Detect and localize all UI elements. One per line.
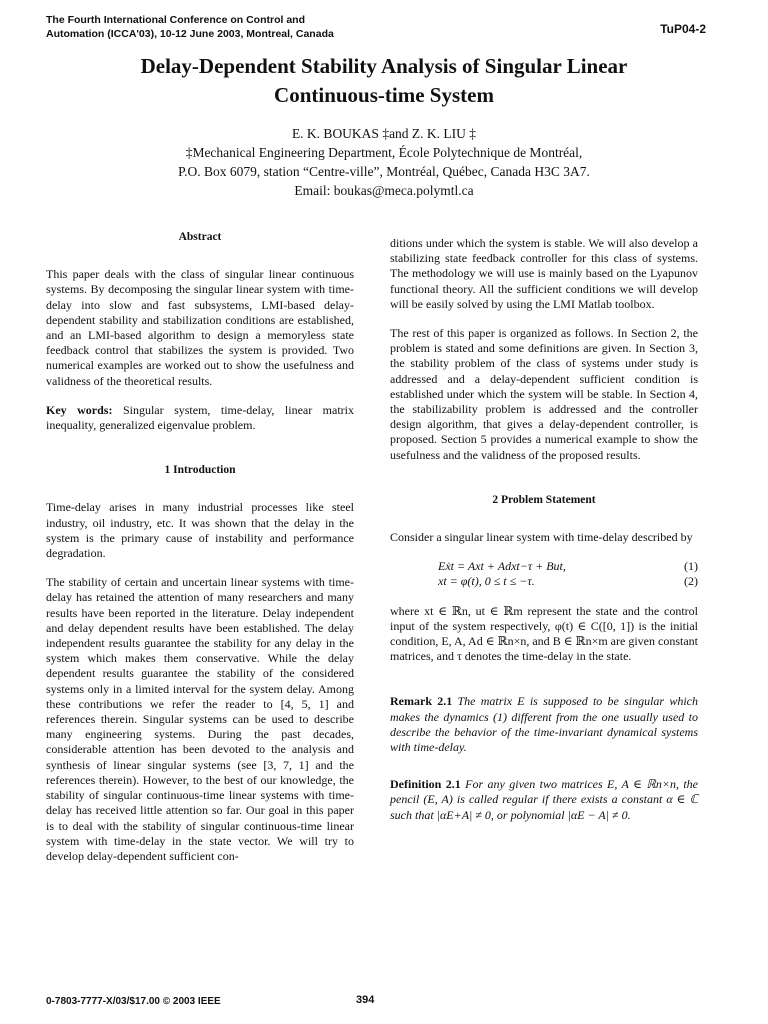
abstract-heading: Abstract bbox=[178, 231, 222, 243]
abstract-text: This paper deals with the class of singular linear continuous systems. By decomposing the singular linear system with time-delay into slow and fast subsystems, LMI-based delay-dependent stability and stabilization conditions are established, and an LMI-based algorithm to design a memoryless state feedback control that stabilizes the system is provided. Two numerical examples are worked out to show the usefulness and validness of the theoretical results. bbox=[46, 267, 354, 388]
author-email: Email: boukas@meca.polymtl.ca bbox=[294, 183, 474, 198]
equation-1-number: (1) bbox=[684, 559, 698, 574]
intro-paragraph-1: Time-delay arises in many industrial processes like steel industry, oil industry, etc. It was shown that the delay in the system is the primary cause of instability and performance degradation. bbox=[46, 500, 354, 561]
introduction-heading: 1 Introduction bbox=[164, 464, 236, 477]
title-line-2: Continuous-time System bbox=[274, 83, 494, 107]
conference-line-1: The Fourth International Conference on Control and bbox=[46, 14, 305, 26]
equation-1 bbox=[390, 559, 698, 574]
equation-1-body: Eẋt = Axt + Adxt−τ + But, bbox=[438, 559, 566, 574]
keywords-label: Key words: bbox=[46, 402, 113, 417]
left-column bbox=[46, 230, 354, 864]
problem-statement-heading: 2 Problem Statement bbox=[492, 493, 596, 506]
definition-label: Definition 2.1 bbox=[390, 777, 461, 792]
author-names: E. K. BOUKAS ‡and Z. K. LIU ‡ bbox=[291, 126, 477, 141]
author-affiliation: ‡Mechanical Engineering Department, École Polytechnique de Montréal, bbox=[185, 145, 583, 160]
remark-label: Remark 2.1 bbox=[390, 694, 453, 709]
footer-page-number: 394 bbox=[356, 994, 375, 1006]
right-column bbox=[390, 236, 698, 823]
paper-title bbox=[40, 52, 728, 110]
remark-2-1 bbox=[390, 694, 698, 755]
conference-header bbox=[46, 13, 406, 41]
footer-isbn: 0-7803-7777-X/03/$17.00 © 2003 IEEE bbox=[46, 996, 221, 1007]
keywords-paragraph bbox=[46, 403, 354, 433]
equation-2-body: xt = φ(t), 0 ≤ t ≤ −τ. bbox=[438, 574, 535, 589]
intro-paragraph-2: The stability of certain and uncertain linear systems with time-delay has retained the attention of many researchers and many results have been reported in the literature. Delay independent and delay dependent results have been established. The delay independent results guarantee the stability for any delay in the system which makes them conservative. While the delay dependent results guarantee the stability of the considered systems only in a limited interval for the system delay. Among these contributions we refer the reader to [4, 5, 1] and references therein. Singular systems can be used to describe many engineering systems. During the past decades, considerable attention has been devoted to the analysis and synthesis of linear singular systems (see [3, 7, 1] and the references therein). However, to the best of our knowledge, the stability of singular continuous-time linear systems with time-delay has received little attention so far. Our goal in this paper is to deal with the stability of singular continuous-time linear system with time-delay in the state vector. We will try to develop delay-dependent sufficient con- bbox=[46, 575, 354, 863]
remark-text: The matrix E is supposed to be singular which makes the dynamics (1) different from the one usually used to describe the behavior of the time-invariant dynamical systems with time-delay. bbox=[390, 694, 698, 755]
definition-2-1 bbox=[390, 777, 698, 823]
intro-paragraph-2-continued: ditions under which the system is stable. We will also develop a stabilizing state feedback controller for this class of systems. The methodology we will use is mainly based on the Lyapunov functional theory. All the sufficient conditions we will develop will be easily solved by using the LMI Matlab toolbox. bbox=[390, 236, 698, 311]
equation-2-number: (2) bbox=[684, 574, 698, 589]
title-line-1: Delay-Dependent Stability Analysis of Singular Linear bbox=[140, 54, 628, 78]
problem-after-equations: where xt ∈ ℝn, ut ∈ ℝm represent the state and the control input of the system respectively, φ(t) ∈ C([0, 1]) is the initial condition, E, A, Ad ∈ ℝn×n, and B ∈ ℝn×m are given constant matrices, and τ denotes the time-delay in the state. bbox=[390, 603, 698, 664]
session-code: TuP04-2 bbox=[660, 22, 706, 36]
definition-text: For any given two matrices E, A ∈ ℝn×n, the pencil (E, A) is called regular if there exists a constant α ∈ ℂ such that |αE+A| ≠ 0, or polynomial |αE − A| ≠ 0. bbox=[390, 777, 698, 822]
conference-line-2: Automation (ICCA'03), 10-12 June 2003, Montreal, Canada bbox=[46, 28, 334, 40]
problem-intro: Consider a singular linear system with time-delay described by bbox=[390, 530, 693, 545]
keywords-text: Singular system, time-delay, linear matrix inequality, generalized eigenvalue problem. bbox=[46, 402, 355, 433]
author-block bbox=[40, 124, 728, 200]
equation-2 bbox=[390, 574, 698, 589]
author-address: P.O. Box 6079, station “Centre-ville”, Montréal, Québec, Canada H3C 3A7. bbox=[178, 164, 590, 179]
intro-paragraph-3: The rest of this paper is organized as follows. In Section 2, the problem is stated and some definitions are given. In Section 3, the stability problem of the class of systems under study is addressed and a delay-dependent sufficient condition is established under which the system will be stable. In Section 4, the stabilizability problem is addressed and the controller design algorithm, that gives a delay-dependent controller, is proposed. Section 5 provides a numerical example to show the usefulness and the validness of the proposed results. bbox=[390, 326, 698, 462]
